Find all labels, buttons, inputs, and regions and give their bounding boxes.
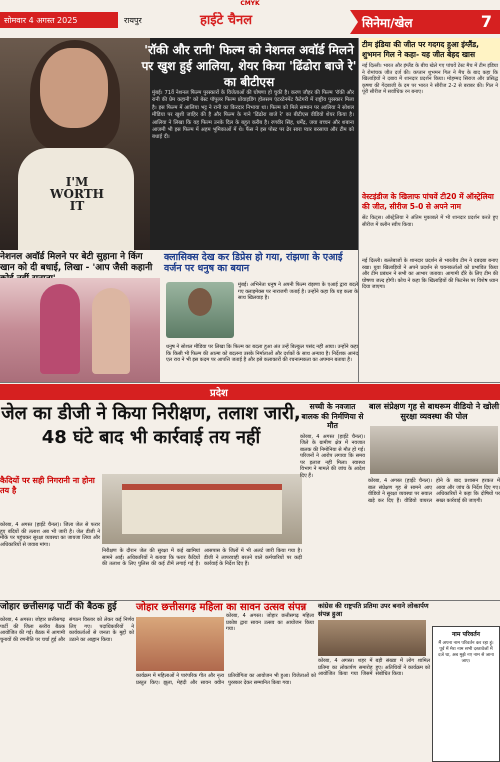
statue-headline: कांग्रेस की राष्ट्रपति प्रतिमा उपर बनाने लोकार्पण संपन्न हुआ <box>318 602 429 618</box>
top-body: मुंबई। 71वें नेशनल फिल्म पुरस्कारों के विजेताओं की घोषणा हो चुकी है। करण जौहर की फिल्म 'रॉकी और रानी की प्रेम कहानी' को बेस्ट पॉपुलर फिल्म प्रोवाइडिंग होलसम एंटरटेनमेंट कैटेगरी में राष्ट्रीय पुरस्कार मिला है। इस फिल्म में आलिया भट्ट ने रानी का किरदार निभाया था। फिल्म को मिले सम्मान पर आलिया ने सोशल मीडिया पर खुशी जाहिर की है और फिल्म के गाने 'ढिंढोरा बाजे रे' का बीटीएस वीडियो शेयर किया है। आलिया ने लिखा कि यह फिल्म उनके दिल के बहुत करीब है। रणवीर सिंह, धर्मेंद्र, जया बच्चन और शबाना आजमी भी इस फिल्म में अहम भूमिकाओं में थे। फैंस ने इस पोस्ट पर ढेर सारा प्यार बरसाया और टीम को बधाई दी। <box>152 90 354 141</box>
jail-story <box>0 402 302 548</box>
right-story-1 <box>360 38 500 150</box>
photo-head <box>188 288 212 316</box>
sports-brief <box>360 256 500 382</box>
section-title: सिनेमा/खेल <box>362 16 413 30</box>
observation-home-photo <box>370 426 498 474</box>
jail-body-2: निरीक्षण के दौरान जेल की सुरक्षा में कई खामियां सामने आईं। अधिकारियों ने बताया कि फरार कैदियों की तलाश के लिए पुलिस की कई टीमें लगाई गई हैं। आसपास के जिलों में भी अलर्ट जारी किया गया है। डीजी ने लापरवाही बरतने वाले कर्मचारियों पर कड़ी कार्रवाई के निर्देश दिए हैं। <box>102 548 302 568</box>
observation-home-body: कोरबा, 4 अगस्त (हाईटे चैनल)। बाल संप्रेक्षण गृह से सामने आए वीडियो ने सुरक्षा व्यवस्था पर सवाल खड़े कर दिए हैं। वीडियो वायरल होने के बाद प्रशासन हरकत में आया और जांच के निर्देश दिए गए। अधिकारियों ने कहा कि दोषियों पर सख्त कार्रवाई की जाएगी। <box>368 478 500 504</box>
suhana-photo <box>0 278 160 382</box>
statue-story <box>318 602 430 762</box>
pradesh-banner <box>0 384 500 400</box>
right-story-1-headline: टीम इंडिया की जीत पर गदगद हुआ इंग्लैंड, शुभमन गिल ने कहा- यह जीत बेहद खास <box>360 38 500 61</box>
sawan-utsav-body-2: कार्यक्रम में महिलाओं ने पारंपरिक गीत और नृत्य प्रस्तुत किए। झूला, मेहंदी और सावन क्वीन प्रतियोगिता का आयोजन भी हुआ। विजेताओं को पुरस्कार देकर सम्मानित किया गया। <box>136 673 316 686</box>
photo-person-2 <box>92 288 130 374</box>
party-meeting-body: कोरबा, 4 अगस्त। जोहार छत्तीसगढ़ पार्टी की जिला स्तरीय बैठक आयोजित की गई। बैठक में आगामी चुनावों की रणनीति पर चर्चा हुई और संगठन विस्तार को लेकर कई निर्णय लिए गए। पदाधिकारियों ने कार्यकर्ताओं से जनता के मुद्दों को उठाने का आह्वान किया। <box>0 617 134 643</box>
right-story-1-body: नई दिल्ली। भारत और इंग्लैंड के बीच खेले गए पांचवें टेस्ट मैच में टीम इंडिया ने रोमांचक जीत दर्ज की। कप्तान शुभमन गिल ने मैच के बाद कहा कि खिलाड़ियों ने दबाव में शानदार प्रदर्शन किया। मोहम्मद सिराज और प्रसिद्ध कृष्णा की गेंदबाजी के दम पर भारत ने सीरीज 2-2 से बराबर की। गिल ने पूरी सीरीज में सर्वाधिक रन बनाए। <box>362 63 498 96</box>
statue-photo <box>318 620 426 656</box>
section-banner <box>350 10 500 34</box>
photo-face <box>40 48 108 128</box>
masthead-date: सोमवार 4 अगस्त 2025 <box>0 12 118 28</box>
dhanush-story <box>164 252 360 382</box>
masthead-city: रायपुर <box>124 16 142 25</box>
dhanush-photo <box>166 282 234 338</box>
sawan-utsav-story <box>136 602 316 762</box>
row-rule <box>0 600 500 601</box>
newborn-body: कोरबा, 4 अगस्त (हाईटे चैनल)। जिले के ग्रामीण क्षेत्र में नवजात बालक की निमोनिया से मौत हो गई। परिजनों ने आरोप लगाया कि समय पर इलाज नहीं मिला। स्वास्थ्य विभाग ने मामले की जांच के आदेश दिए हैं। <box>300 433 365 480</box>
alia-photo <box>0 38 150 250</box>
observation-home-story <box>368 402 500 602</box>
top-story <box>0 38 358 250</box>
row-rule <box>0 382 500 383</box>
jail-photo <box>102 474 302 544</box>
dhanush-headline: क्लासिक्स देख कर डिप्रेस हो गया, रांझणा के एआई वर्जन पर धनुष का बयान <box>164 252 343 274</box>
masthead <box>0 8 500 38</box>
masthead-brand: हाईटे चैनल <box>200 13 253 28</box>
party-meeting-headline: जोहार छत्तीसगढ़ पार्टी की बैठक हुई <box>0 602 117 612</box>
classified-ad-title: नाम परिवर्तन <box>451 631 481 638</box>
jail-body: कोरबा, 4 अगस्त (हाईटे चैनल)। जिला जेल से फरार हुए बंदियों की तलाश अब भी जारी है। जेल डीजी ने मौके पर पहुंचकर सुरक्षा व्यवस्था का जायजा लिया और अधिकारियों से जवाब मांगा। <box>0 522 100 548</box>
party-meeting-story <box>0 602 134 762</box>
dhanush-body: धनुष ने सोशल मीडिया पर लिखा कि फिल्म का बदला हुआ अंत उन्हें बिल्कुल पसंद नहीं आया। उन्होंने कहा कि किसी भी फिल्म की आत्मा को बदलना उसके निर्माताओं और दर्शकों के साथ अन्याय है। निर्देशक आनंद एल राय ने भी इस कदम पर आपत्ति जताई है और इसे कलाकारों की रचनात्मकता का अपमान बताया है। <box>166 344 358 364</box>
right-story-2-headline: वेस्टइंडीज के खिलाफ पांचवें टी20 में ऑस्ट्रेलिया की जीत, सीरीज 5-0 से अपने नाम <box>362 192 494 211</box>
cmyk-marker: CMYK <box>240 0 260 7</box>
newborn-headline: सच्ची के नवजात बालक की निर्मणिया से मौत <box>301 402 364 430</box>
banner-notch <box>350 10 358 34</box>
column-rule <box>358 38 359 382</box>
top-headline: 'रॉकी और रानी' फिल्म को नेशनल अवॉर्ड मिलने पर खुश हुई आलिया, शेयर किया 'ढिंढोरा बाजे रे' का बीटीएस <box>141 43 357 89</box>
photo-building <box>122 484 282 534</box>
right-story-2-body: सेंट किट्स। ऑस्ट्रेलिया ने अंतिम मुकाबले में भी शानदार प्रदर्शन करते हुए सीरीज में क्लीन स्वीप किया। <box>362 215 498 228</box>
pradesh-label: प्रदेश <box>210 388 228 399</box>
sports-brief-body: नई दिल्ली। बल्लेबाजों के शानदार प्रदर्शन से भारतीय टीम ने दबदबा बनाए रखा। युवा खिलाड़ियों ने अपने प्रदर्शन से चयनकर्ताओं को प्रभावित किया और टीम प्रबंधन ने सभी का आभार जताया। आगामी दौरे के लिए टीम की घोषणा जल्द होगी। कोच ने कहा कि खिलाड़ियों की फिटनेस पर विशेष ध्यान दिया जाएगा। <box>362 258 498 291</box>
right-story-2 <box>360 190 500 250</box>
dhanush-body-top: मुंबई। अभिनेता धनुष ने अपनी फिल्म रांझणा के एआई द्वारा बदले गए क्लाइमेक्स पर नाराजगी जताई है। उन्होंने कहा कि यह कला के साथ खिलवाड़ है। <box>238 282 358 302</box>
suhana-story <box>0 252 160 382</box>
observation-home-headline: बाल संप्रेक्षण गृह से बाथरूम वीडियो ने खोली सुरक्षा व्यवस्था की पोल <box>368 402 500 421</box>
statue-body: कोरबा, 4 अगस्त। शहर में प्रतिमा का लोकार्पण समारोह आयोजित किया गया जिसमें बड़ी संख्या में लोग शामिल हुए। अतिथियों ने कार्यक्रम को संबोधित किया। <box>318 658 430 678</box>
sawan-utsav-body: कोरबा, 4 अगस्त। जोहार छत्तीसगढ़ महिला प्रकोष्ठ द्वारा सावन उत्सव का आयोजन किया गया। <box>226 613 314 633</box>
newborn-story <box>300 402 365 602</box>
sawan-utsav-photo <box>136 617 224 671</box>
jail-headline: जेल का डीजी ने किया निरीक्षण, तलाश जारी, 48 घंटे बाद भी कार्रवाई तय नहीं <box>1 403 301 448</box>
suhana-headline: नेशनल अवॉर्ड मिलने पर बेटी सुहाना ने किंग खान को दी बधाई, लिखा - 'आप जैसी कहानी <box>0 252 153 273</box>
sawan-utsav-headline: जोहार छत्तीसगढ़ महिला का सावन उत्सव संपन्न <box>136 602 307 613</box>
shirt-text: I'M WORTH IT <box>50 175 104 213</box>
classified-ad <box>432 626 500 762</box>
classified-ad-body: मैं अपना नाम परिवर्तन कर रहा हूं। पूर्व में मेरा नाम सभी दस्तावेजों में दर्ज था, अब मुझे नए नाम से जाना जाए। <box>438 641 494 664</box>
page-number: 7 <box>480 12 492 31</box>
jail-subheadline: कैदियों पर सही निगरानी ना होना तय है <box>0 476 95 495</box>
photo-person-1 <box>40 284 80 374</box>
